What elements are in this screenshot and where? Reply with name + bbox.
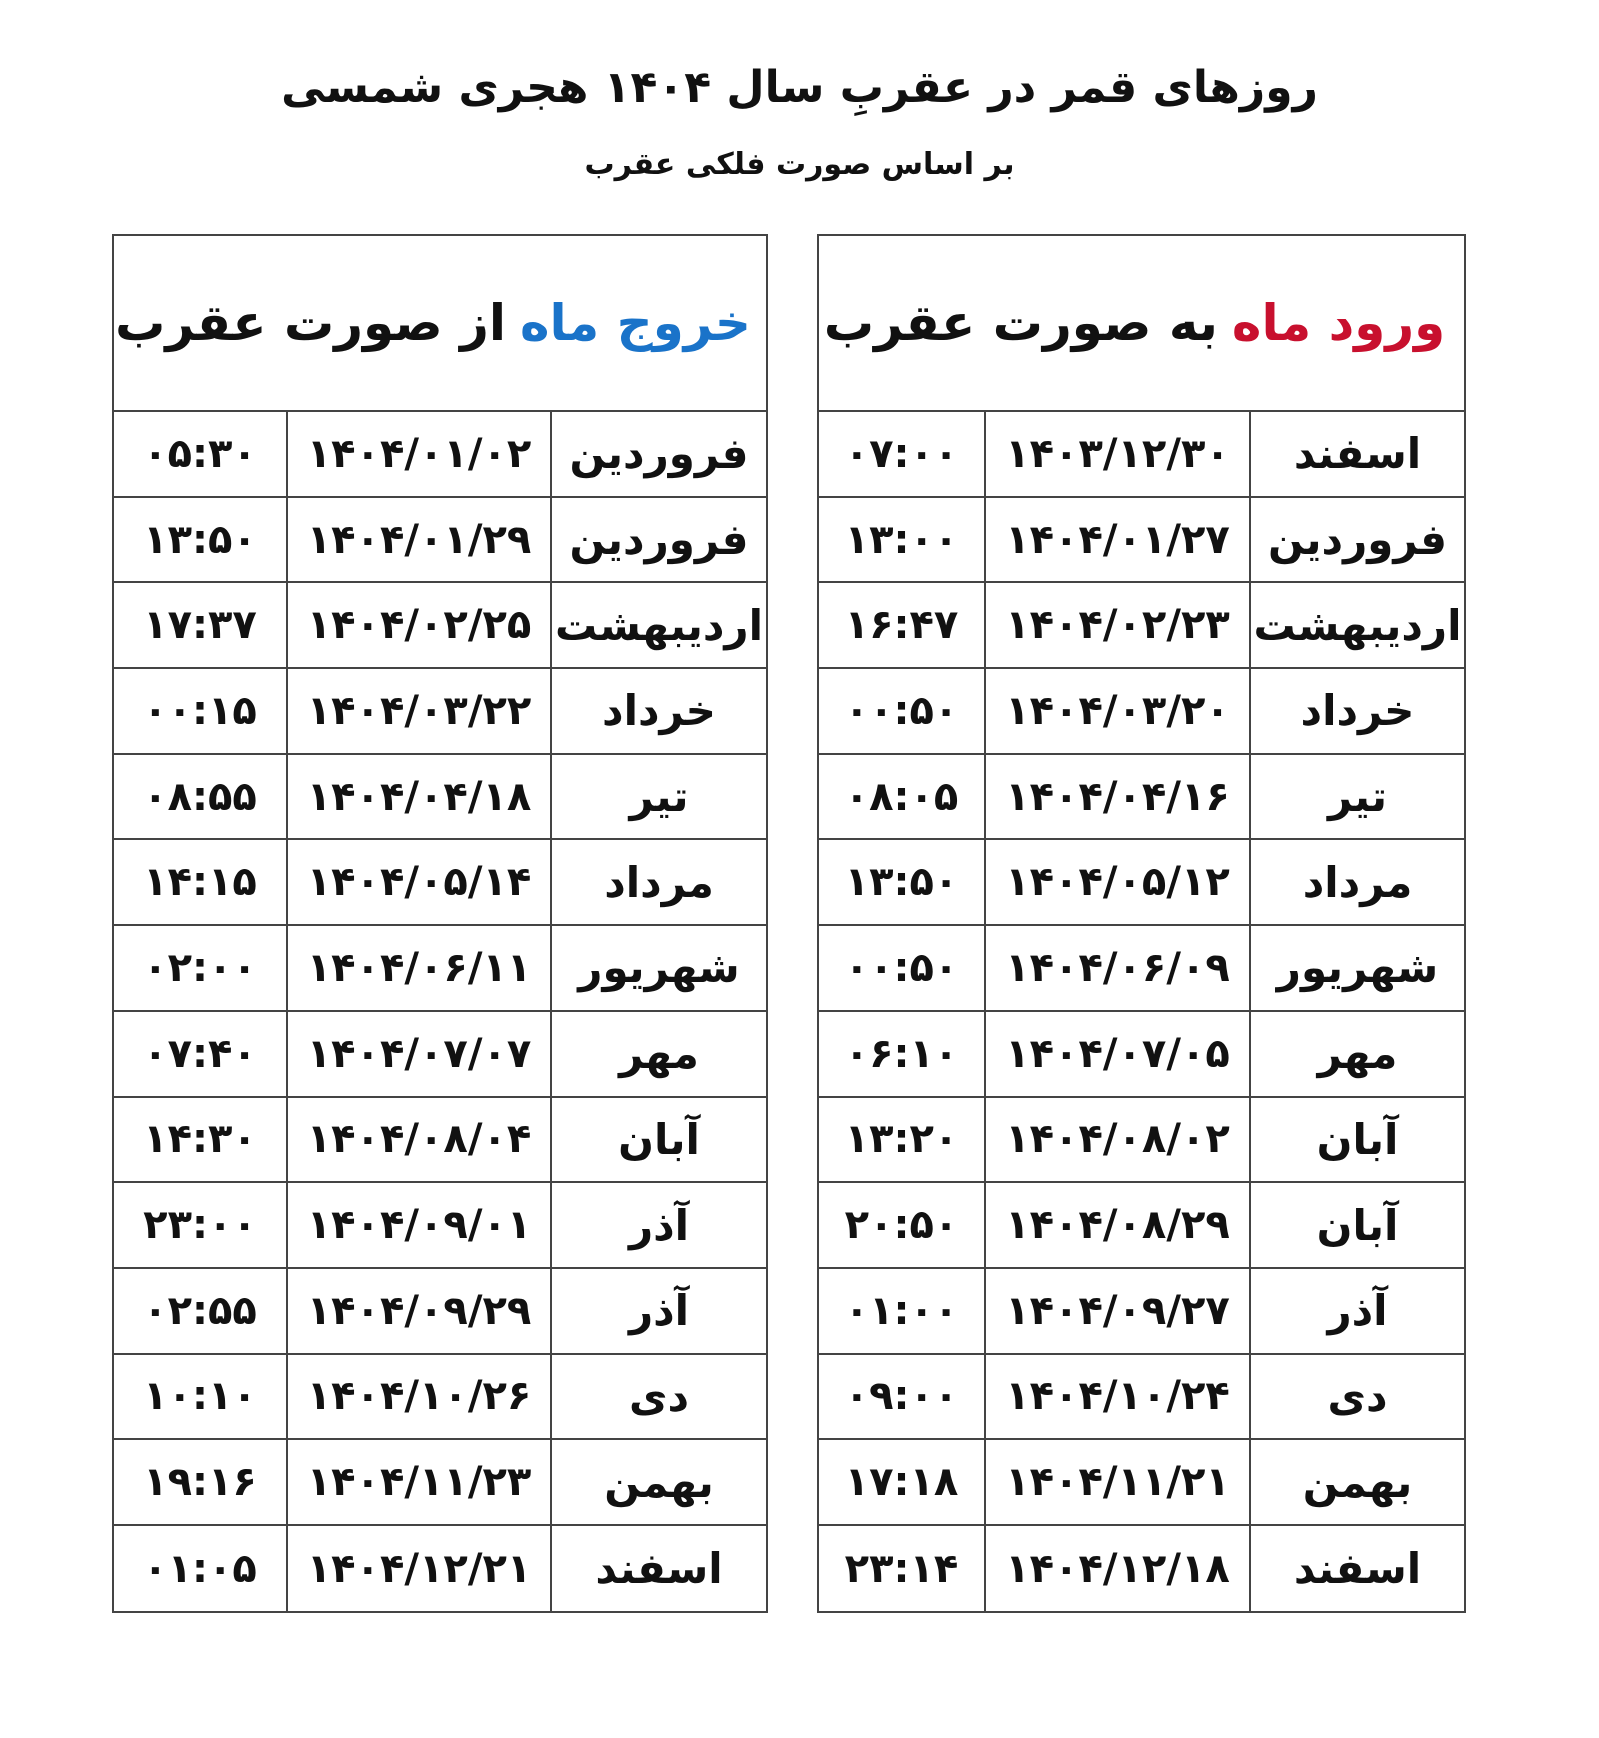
time-cell: ۲۳:۱۴ (844, 1545, 959, 1592)
date-cell: ۱۴۰۴/۰۳/۲۰ (984, 669, 1249, 753)
time-cell: ۰۲:۵۵ (143, 1287, 257, 1334)
month-cell: دی (550, 1355, 766, 1439)
exit-rows (114, 412, 766, 1612)
table-row (819, 498, 1464, 584)
date-cell: ۱۴۰۴/۱۱/۲۱ (984, 1440, 1249, 1524)
table-row (819, 1526, 1464, 1612)
table-row (114, 669, 766, 755)
exit-header-accent: خروج ماه (520, 294, 751, 352)
table-row (819, 926, 1464, 1012)
table-row (819, 1183, 1464, 1269)
table-row (114, 412, 766, 498)
month-cell: فروردین (550, 412, 766, 496)
month-cell: آبان (1249, 1183, 1464, 1267)
date-cell: ۱۴۰۴/۱۰/۲۴ (984, 1355, 1249, 1439)
time-cell: ۰۱:۰۰ (844, 1287, 959, 1334)
month-cell: خرداد (550, 669, 766, 753)
date-cell: ۱۴۰۴/۰۱/۲۷ (984, 498, 1249, 582)
table-row (819, 1440, 1464, 1526)
entry-header-rest: به صورت عقرب (823, 294, 1218, 352)
time-cell: ۰۸:۰۵ (844, 773, 959, 820)
month-cell: شهریور (550, 926, 766, 1010)
month-cell: فروردین (1249, 498, 1464, 582)
time-cell: ۱۹:۱۶ (143, 1459, 257, 1506)
date-cell: ۱۴۰۴/۰۵/۱۴ (286, 840, 550, 924)
table-row (819, 1355, 1464, 1441)
time-cell: ۰۷:۴۰ (143, 1030, 257, 1077)
date-cell: ۱۴۰۳/۱۲/۳۰ (984, 412, 1249, 496)
date-cell: ۱۴۰۴/۰۸/۰۲ (984, 1098, 1249, 1182)
month-cell: فروردین (550, 498, 766, 582)
date-cell: ۱۴۰۴/۰۱/۰۲ (286, 412, 550, 496)
month-cell: آبان (1249, 1098, 1464, 1182)
time-cell: ۰۸:۵۵ (143, 773, 257, 820)
table-row (819, 840, 1464, 926)
time-cell: ۱۳:۲۰ (844, 1116, 959, 1163)
date-cell: ۱۴۰۴/۰۷/۰۵ (984, 1012, 1249, 1096)
month-cell: اردیبهشت (550, 583, 766, 667)
time-cell: ۰۰:۵۰ (844, 687, 959, 734)
date-cell: ۱۴۰۴/۱۰/۲۶ (286, 1355, 550, 1439)
table-row (819, 755, 1464, 841)
time-cell: ۰۰:۱۵ (143, 687, 257, 734)
page-subtitle: بر اساس صورت فلکی عقرب (584, 147, 1015, 182)
month-cell: تیر (550, 755, 766, 839)
date-cell: ۱۴۰۴/۰۹/۲۷ (984, 1269, 1249, 1353)
time-cell: ۰۱:۰۵ (143, 1545, 257, 1592)
table-row (114, 1183, 766, 1269)
month-cell: دی (1249, 1355, 1464, 1439)
time-cell: ۲۰:۵۰ (844, 1202, 959, 1249)
date-cell: ۱۴۰۴/۰۳/۲۲ (286, 669, 550, 753)
entry-rows (819, 412, 1464, 1612)
time-cell: ۱۰:۱۰ (143, 1373, 257, 1420)
entry-table (817, 234, 1466, 1613)
date-cell: ۱۴۰۴/۰۶/۰۹ (984, 926, 1249, 1010)
month-cell: آذر (1249, 1269, 1464, 1353)
entry-header-accent: ورود ماه (1231, 294, 1446, 352)
table-row (819, 669, 1464, 755)
time-cell: ۰۷:۰۰ (844, 430, 959, 477)
date-cell: ۱۴۰۴/۰۵/۱۲ (984, 840, 1249, 924)
time-cell: ۱۴:۱۵ (143, 859, 257, 906)
month-cell: بهمن (550, 1440, 766, 1524)
exit-table (112, 234, 768, 1613)
month-cell: مهر (1249, 1012, 1464, 1096)
time-cell: ۰۲:۰۰ (143, 944, 257, 991)
date-cell: ۱۴۰۴/۱۲/۲۱ (286, 1526, 550, 1612)
table-row (819, 412, 1464, 498)
month-cell: آذر (550, 1183, 766, 1267)
date-cell: ۱۴۰۴/۰۱/۲۹ (286, 498, 550, 582)
entry-table-header (819, 236, 1464, 412)
date-cell: ۱۴۰۴/۰۹/۲۹ (286, 1269, 550, 1353)
table-row (114, 1012, 766, 1098)
table-row (114, 1526, 766, 1612)
time-cell: ۱۷:۳۷ (143, 602, 257, 649)
month-cell: اردیبهشت (1249, 583, 1464, 667)
date-cell: ۱۴۰۴/۰۹/۰۱ (286, 1183, 550, 1267)
date-cell: ۱۴۰۴/۰۲/۲۵ (286, 583, 550, 667)
time-cell: ۰۵:۳۰ (143, 430, 257, 477)
table-row (114, 1440, 766, 1526)
month-cell: تیر (1249, 755, 1464, 839)
table-row (114, 840, 766, 926)
date-cell: ۱۴۰۴/۰۷/۰۷ (286, 1012, 550, 1096)
table-row (114, 1098, 766, 1184)
month-cell: مرداد (1249, 840, 1464, 924)
month-cell: مرداد (550, 840, 766, 924)
month-cell: شهریور (1249, 926, 1464, 1010)
exit-table-header (114, 236, 766, 412)
month-cell: اسفند (1249, 1526, 1464, 1612)
month-cell: آبان (550, 1098, 766, 1182)
time-cell: ۱۳:۰۰ (844, 516, 959, 563)
time-cell: ۱۶:۴۷ (844, 602, 959, 649)
date-cell: ۱۴۰۴/۰۴/۱۸ (286, 755, 550, 839)
month-cell: اسفند (550, 1526, 766, 1612)
table-row (114, 926, 766, 1012)
month-cell: اسفند (1249, 412, 1464, 496)
date-cell: ۱۴۰۴/۱۱/۲۳ (286, 1440, 550, 1524)
table-row (114, 498, 766, 584)
month-cell: مهر (550, 1012, 766, 1096)
month-cell: بهمن (1249, 1440, 1464, 1524)
table-row (819, 1012, 1464, 1098)
table-row (114, 1269, 766, 1355)
time-cell: ۰۶:۱۰ (844, 1030, 959, 1077)
time-cell: ۱۴:۳۰ (143, 1116, 257, 1163)
time-cell: ۰۹:۰۰ (844, 1373, 959, 1420)
table-row (114, 583, 766, 669)
date-cell: ۱۴۰۴/۰۴/۱۶ (984, 755, 1249, 839)
month-cell: خرداد (1249, 669, 1464, 753)
date-cell: ۱۴۰۴/۰۶/۱۱ (286, 926, 550, 1010)
time-cell: ۱۳:۵۰ (844, 859, 959, 906)
date-cell: ۱۴۰۴/۰۲/۲۳ (984, 583, 1249, 667)
table-row (114, 755, 766, 841)
date-cell: ۱۴۰۴/۰۸/۲۹ (984, 1183, 1249, 1267)
time-cell: ۰۰:۵۰ (844, 944, 959, 991)
table-row (819, 1269, 1464, 1355)
table-row (114, 1355, 766, 1441)
time-cell: ۱۷:۱۸ (844, 1459, 959, 1506)
table-row (819, 1098, 1464, 1184)
time-cell: ۱۳:۵۰ (143, 516, 257, 563)
date-cell: ۱۴۰۴/۰۸/۰۴ (286, 1098, 550, 1182)
exit-header-rest: از صورت عقرب (115, 294, 506, 352)
time-cell: ۲۳:۰۰ (143, 1202, 257, 1249)
month-cell: آذر (550, 1269, 766, 1353)
page-title: روزهای قمر در عقربِ سال ۱۴۰۴ هجری شمسی (281, 62, 1318, 113)
table-row (819, 583, 1464, 669)
date-cell: ۱۴۰۴/۱۲/۱۸ (984, 1526, 1249, 1612)
